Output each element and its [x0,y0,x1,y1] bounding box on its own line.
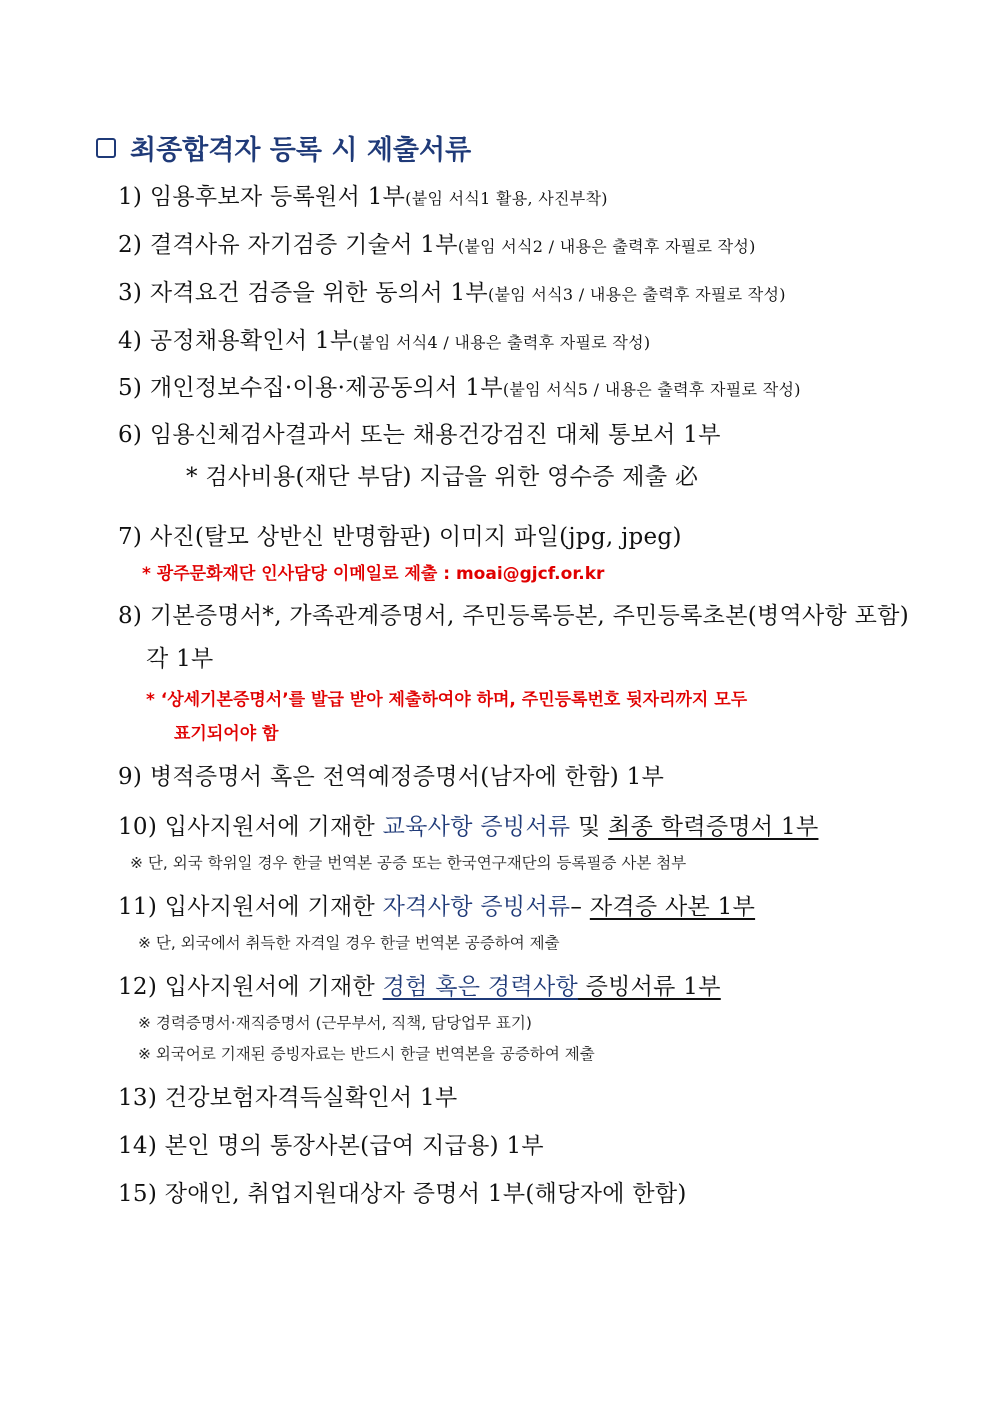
checkbox-square-icon [96,138,116,158]
list-item-12-note-1: ※ 경력증명서·재직증명서 (근무부서, 직책, 담당업무 표기) [138,1014,532,1032]
list-item-8-line2: 각 1부 [146,646,214,672]
list-item-8-note-cont: 표기되어야 함 [174,724,279,744]
list-item-8: 8) 기본증명서*, 가족관계증명서, 주민등록등본, 주민등록초본(병역사항 포함) [118,603,909,629]
list-item-7: 7) 사진(탈모 상반신 반명함판) 이미지 파일(jpg, jpeg) [118,524,682,550]
section-heading-text: 최종합격자 등록 시 제출서류 [130,135,472,166]
list-item-15: 15) 장애인, 취업지원대상자 증명서 1부(해당자에 한함) [118,1181,687,1207]
list-item-3: 3) 자격요건 검증을 위한 동의서 1부(붙임 서식3 / 내용은 출력후 자필로 작성) [118,280,786,306]
list-item-5: 5) 개인정보수집·이용·제공동의서 1부(붙임 서식5 / 내용은 출력후 자필로 작성) [118,375,801,401]
section-heading [96,128,471,167]
list-item-6-note: * 검사비용(재단 부담) 지급을 위한 영수증 제출 必 [186,464,699,490]
list-item-10-note: ※ 단, 외국 학위일 경우 한글 번역본 공증 또는 한국연구재단의 등록필증 사본 첨부 [130,854,687,872]
list-item-9: 9) 병적증명서 혹은 전역예정증명서(남자에 한함) 1부 [118,764,665,790]
list-item-2: 2) 결격사유 자기검증 기술서 1부(붙임 서식2 / 내용은 출력후 자필로 작성) [118,232,756,258]
list-item-12-note-2: ※ 외국어로 기재된 증빙자료는 반드시 한글 번역본을 공증하여 제출 [138,1045,595,1063]
list-item-4: 4) 공정채용확인서 1부(붙임 서식4 / 내용은 출력후 자필로 작성) [118,328,651,354]
education-docs-highlight: 교육사항 증빙서류 [382,814,571,840]
list-item-11-note: ※ 단, 외국에서 취득한 자격일 경우 한글 번역본 공증하여 제출 [138,934,560,952]
final-degree-highlight: 최종 학력증명서 1부 [608,814,819,840]
certificate-copy-highlight: 자격증 사본 1부 [589,894,756,920]
list-item-11: 11) 입사지원서에 기재한 자격사항 증빙서류– 자격증 사본 1부 [118,894,756,920]
list-item-13: 13) 건강보험자격득실확인서 1부 [118,1085,458,1111]
certificate-docs-highlight: 자격사항 증빙서류 [382,894,571,920]
list-item-1: 1) 임용후보자 등록원서 1부(붙임 서식1 활용, 사진부착) [118,184,608,210]
list-item-12: 12) 입사지원서에 기재한 경험 혹은 경력사항 증빙서류 1부 [118,974,721,1000]
experience-highlight: 경험 혹은 경력사항 [382,974,579,1000]
list-item-14: 14) 본인 명의 통장사본(급여 지급용) 1부 [118,1133,544,1159]
list-item-10: 10) 입사지원서에 기재한 교육사항 증빙서류 및 최종 학력증명서 1부 [118,814,819,840]
list-item-7-note: * 광주문화재단 인사담당 이메일로 제출 : moai@gjcf.or.kr [142,564,605,584]
list-item-6: 6) 임용신체검사결과서 또는 채용건강검진 대체 통보서 1부 [118,422,721,448]
list-item-8-note: * ‘상세기본증명서’를 발급 받아 제출하여야 하며, 주민등록번호 뒷자리까지 모두 [146,690,748,710]
